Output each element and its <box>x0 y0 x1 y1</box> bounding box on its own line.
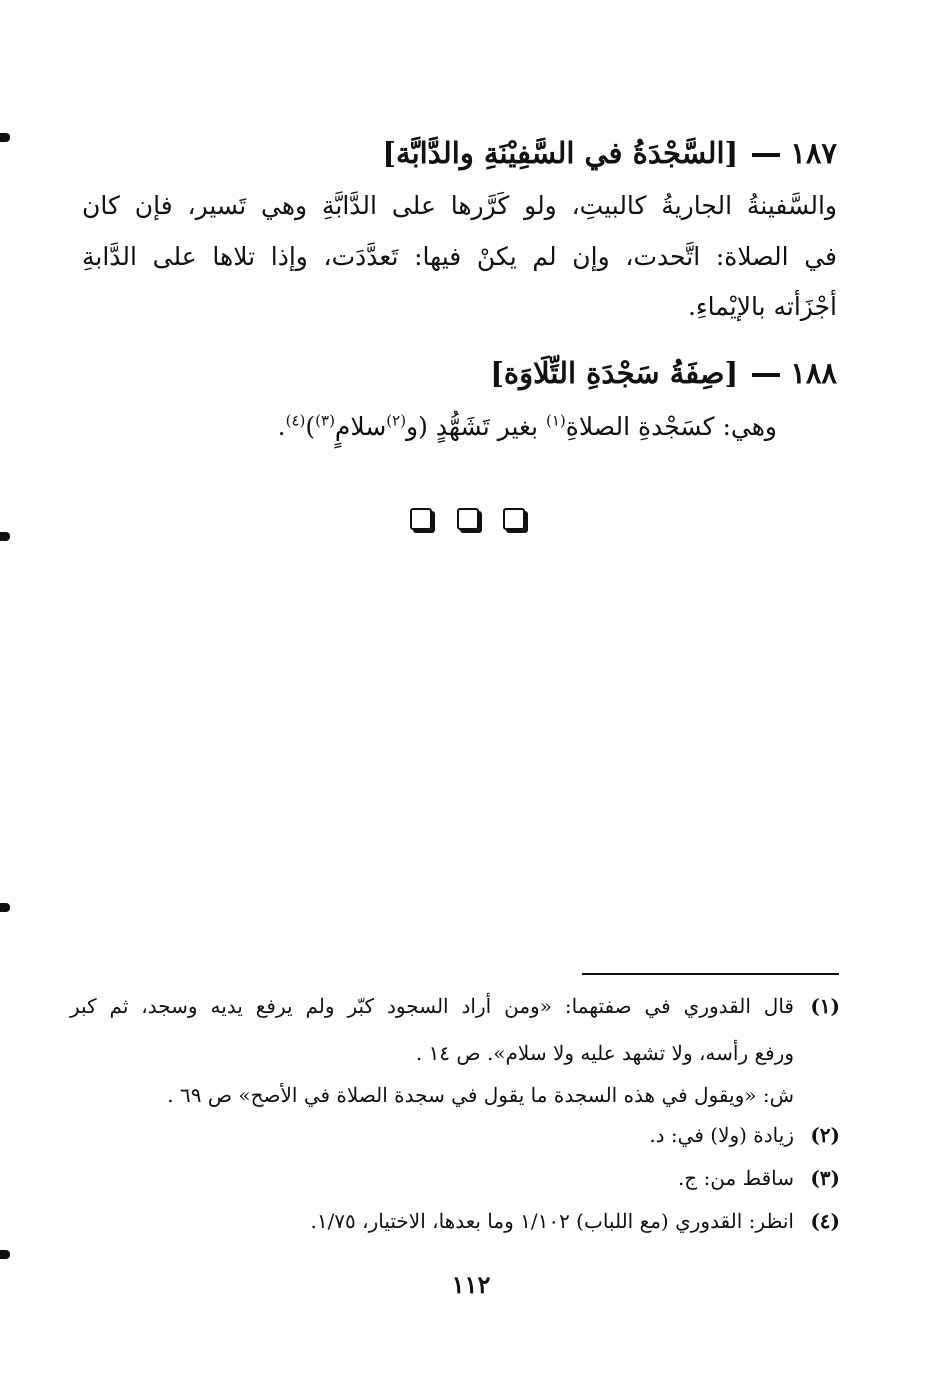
heading-dash <box>752 153 780 157</box>
footnote-ref: (٢) <box>386 411 407 430</box>
text-run: وهي: كسَجْدةِ الصلاةِ <box>565 412 777 441</box>
footnote-1-continuation: ش: «ويقول في هذه السجدة ما يقول في سجدة الصلاة في الأصح» ص ٦٩ . <box>167 1083 794 1107</box>
footnote-marker: (٣) <box>810 1166 840 1190</box>
footnote-marker: (٤) <box>810 1209 840 1233</box>
scan-edge-mark <box>0 532 10 541</box>
footnote-marker: (١) <box>810 994 840 1018</box>
section-number: ١٨٧ <box>790 136 837 170</box>
footnote-4 <box>70 1206 840 1236</box>
text-run: بغير تَشَهُّدٍ (و <box>406 412 546 441</box>
section-separator <box>410 508 525 530</box>
text-run: . <box>277 412 286 441</box>
square-ornament-icon <box>410 508 432 530</box>
paragraph-line: في الصلاة: اتَّحدت، وإن لم يكنْ فيها: تَعدَّدَت، وإذا تلاها على الدَّابةِ <box>82 242 837 271</box>
square-ornament-icon <box>457 508 479 530</box>
section-title: [السَّجْدَةُ في السَّفِيْنَةِ والدَّابَّة] <box>382 136 739 170</box>
scan-edge-mark <box>0 903 10 912</box>
footnote-ref: (١) <box>545 411 566 430</box>
footnote-1-continuation: ورفع رأسه، ولا تشهد عليه ولا سلام». ص ١٤ . <box>415 1041 794 1065</box>
footnote-3 <box>70 1163 840 1193</box>
paragraph-line: أجْزَأته بالإيْماءِ. <box>687 292 837 321</box>
footnote-ref: (٤) <box>285 411 306 430</box>
section-title: [صِفَةُ سَجْدَةِ التِّلَاوَة] <box>490 356 739 390</box>
footnote-text: قال القدوري في صفتهما: «ومن أراد السجود كبّر ولم يرفع يديه وسجد، ثم كبر <box>70 994 794 1018</box>
footnote-marker: (٢) <box>810 1123 840 1147</box>
scan-edge-mark <box>0 133 10 142</box>
footnote-text: ساقط من: ج. <box>677 1166 794 1190</box>
footnote-rule <box>582 973 839 975</box>
heading-dash <box>752 373 780 377</box>
page-number: ١١٢ <box>451 1270 491 1299</box>
section-number: ١٨٨ <box>790 356 837 390</box>
paragraph-line: والسَّفينةُ الجاريةُ كالبيتِ، ولو كَرَّرها على الدَّابَّةِ وهي تَسير، فإن كان <box>82 191 837 220</box>
footnote-1 <box>70 991 840 1021</box>
scan-edge-mark <box>0 1250 10 1259</box>
paragraph-line <box>127 410 777 444</box>
footnote-text: انظر: القدوري (مع اللباب) ١/١٠٢ وما بعدها، الاختيار، ١/٧٥. <box>310 1209 794 1233</box>
text-run: سلامٍ <box>334 412 387 441</box>
footnote-2 <box>70 1120 840 1150</box>
footnote-text: زيادة (ولا) في: د. <box>649 1123 794 1147</box>
square-ornament-icon <box>503 508 525 530</box>
footnote-ref: (٣) <box>315 411 335 430</box>
section-187-heading <box>77 133 837 173</box>
section-188-heading <box>77 353 837 393</box>
text-run: ) <box>305 412 316 441</box>
